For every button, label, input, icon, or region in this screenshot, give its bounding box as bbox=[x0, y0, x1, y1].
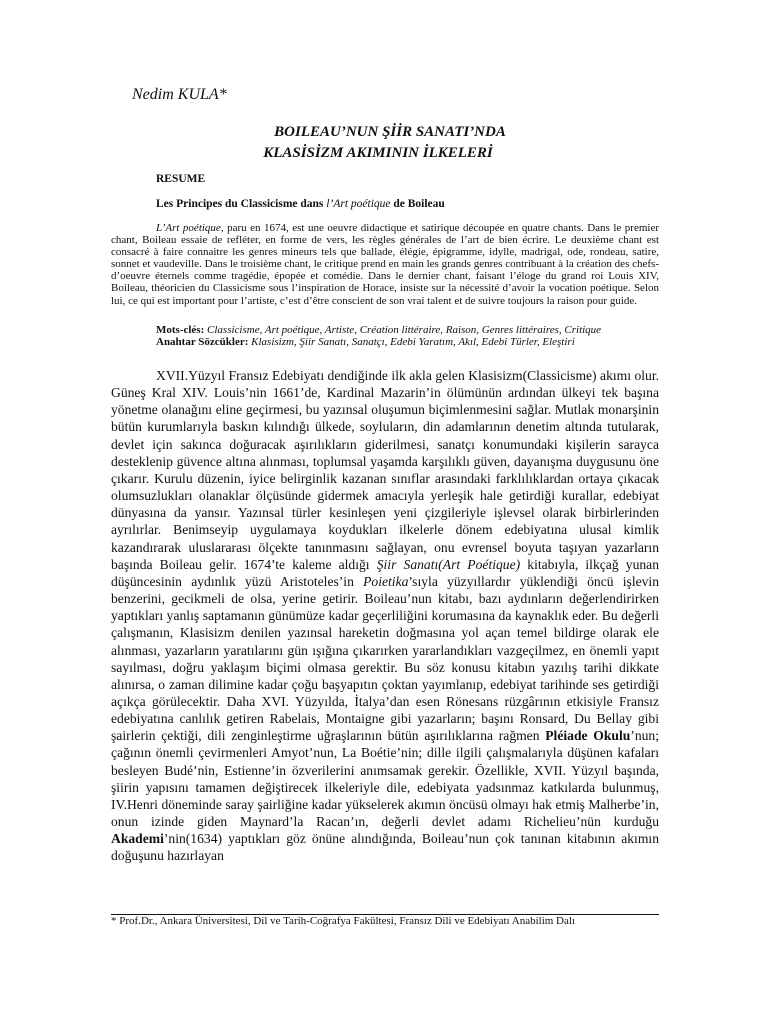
body-text-5: ’nin(1634) yaptıkları göz önüne alındığında, Boileau’nun çok tanınan kitabının akımın doğuşunu hazırlayan bbox=[111, 831, 659, 864]
body-text-2: kitabıyla, ilkçağ yunan düşüncesinin aydınlık yüzü Aristoteles’in bbox=[111, 556, 659, 589]
keywords-french bbox=[156, 324, 601, 336]
body-bold-akademi: Akademi bbox=[111, 831, 164, 847]
body-text-4: ’nun; çağının önemli çevirmenleri Amyot’nun, La Boétie’nin; dille ilgili çalışmalarıyla düşünen kafaları besleyen Budé’nin, Estienne’in özverilerini anımsamak gerekir. Özellikle, XVII. Yüzyıl başında, şiirin yapısını tamamen değiştirecek ilkeleriyle dile, edebiyata yadsınmaz katkılarda bulunmuş, IV.Henri döneminde saray şairliğine kadar yükselerek akımın öncüsü olmayı hak etmiş Malherbe’in, onun izinde giden Maynard’la Racan’ın, değerli devlet adamı Richelieu’nün kurduğu bbox=[111, 728, 659, 830]
title-line-1: BOILEAU’NUN ŞİİR SANATI’NDA bbox=[274, 124, 506, 140]
keywords-french-text: Classicisme, Art poétique, Artiste, Création littéraire, Raison, Genres littéraires, Critique bbox=[204, 324, 602, 336]
body-bold-pleiade: Pléiade Okulu bbox=[545, 728, 631, 744]
resume-subtitle bbox=[156, 198, 445, 210]
title-line-2: KLASİSİZM AKIMININ İLKELERİ bbox=[263, 145, 493, 161]
body-italic-poietika: Poietika bbox=[363, 573, 409, 589]
author-name: Nedim KULA* bbox=[132, 86, 227, 103]
body-italic-siir-sanati: Şiir Sanatı(Art Poétique) bbox=[376, 556, 521, 572]
body-text-1: XVII.Yüzyıl Fransız Edebiyatı dendiğinde ilk akla gelen Klasisizm(Classicisme) akımı olur. Güneş Kral XIV. Louis’nin 1661’de, Kardinal Mazarin’in ölümünün ardından ülkeyi tek başına yönetme olanağını eline geçirmesi, bu yazınsal oluşumun biçimlenmesini sağlar. Mutlak monarşinin bütün kurumlarıyla baskın kılındığı ülkede, soyluların, din adamlarının denetim altında tutularak, devlet için sakınca doğuracak aşırılıkların giderilmesi, sanatçı konumundaki kişilerin sarayca desteklenip güvence altına alınması, toplumsal yaşamda karşılıklı güven, dayanışma duygusunu öne çıkarır. Kurulu düzenin, iyice belirginlik kazanan sınıflar arasındaki farklılıklardan ortaya çıkacak olumsuzlukları olanaklar ölçüsünde gidermek amacıyla yerleşik hale getirdiği kurallar, edebiyat dünyasına da yansır. Yazınsal türler kesinleşen yeni çizgileriyle işlevsel olarak birbirlerinden ayrılırlar. Benimseyip uygulamaya koydukları ilkelerle dönem edebiyatına ulusal kimlik kazandırarak uluslararası ölçekte tanınmasını sağlayan, onu evrensel boyuta taşıyan yazarların başında Boileau gelir. 1674’te kaleme aldığı bbox=[111, 368, 659, 572]
resume-subtitle-pre: Les Principes du Classicisme dans bbox=[156, 198, 327, 210]
body-text-3: ’sıyla yüzyıllardır yüklendiği öncü işlevin benzerini, gecikmeli de olsa, yerine getirir. Boileau’nun kitabı, bazı aydınların değerlendirirken yaptıkları yanlış saptamanın günümüze kadar geçerliliğini korumasına da kaynaklık eder. Bu değerli çalışmanın, Klasisizm denilen yazınsal hareketin doğmasına yol açan temel bildirge olarak ele alınması, yazarların yaratılarını gün ışığına çıkarırken yararlandıkları vazgeçilmez, en önemli yapıt sayılması, doğru yaklaşım biçimi olmasa gerektir. Bu söz konusu kitabın yazılış tarihi dikkate alınırsa, o zaman dilimine kadar çoğu başyapıtın çoktan yayımlanıp, edebiyat tarihinde ses getirdiği açıkça görülecektir. Daha XVI. Yüzyılda, İtalya’dan esen Rönesans rüzgârının etkisiyle Fransız edebiyatına canlılık getiren Rabelais, Montaigne gibi yazarların; başını Ronsard, Du Bellay gibi şairlerin çektiği, dili zenginleştirme uğraşlarının bütün aşırılıklarına rağmen bbox=[111, 573, 659, 744]
resume-subtitle-post: de Boileau bbox=[390, 198, 445, 210]
resume-body-text: , paru en 1674, est une oeuvre didactique et satirique découpée en quatre chants. Dans le premier chant, Boileau essaie de refléter, en forme de vers, les règles générales de l’art de bien écrire. Le deuxième chant est consacré à faire connaitre les genres mineurs tels que ballade, élégie, épigramme, idylle, madrigal, ode, rondeau, satire, sonnet et vaudeville. Dans le troisième chant, le critique prend en main les grands genres contribuant à la création des chefs-d’oeuvre éternels comme tragédie, épopée et comédie. Dans le dernier chant, faisant l’éloge du grand roi Louis XIV, Boileau, théoricien du Classicisme sous l’inspiration de Horace, insiste sur la nécessité d’avoir la vocation poétique. Selon lui, ce qui est important pour l’artiste, c’est d’être conscient de son vrai talent et de suivre toujours la raison pour guide. bbox=[111, 222, 659, 307]
main-body bbox=[111, 367, 659, 865]
keywords-turkish-text: Klasisizm, Şiir Sanatı, Sanatçı, Edebi Yaratım, Akıl, Edebi Türler, Eleştiri bbox=[248, 336, 575, 348]
keywords-turkish-label: Anahtar Sözcükler: bbox=[156, 336, 249, 348]
resume-body-italic: L’Art poétique bbox=[156, 222, 221, 234]
keywords-turkish bbox=[156, 336, 575, 348]
resume-subtitle-italic: l’Art poétique bbox=[326, 198, 391, 210]
resume-heading: RESUME bbox=[156, 173, 206, 185]
resume-abstract bbox=[111, 222, 659, 307]
resume-paragraph bbox=[111, 222, 659, 307]
keywords-french-label: Mots-clés: bbox=[156, 324, 205, 336]
footnote: * Prof.Dr., Ankara Üniversitesi, Dil ve Tarih-Coğrafya Fakültesi, Fransız Dili ve Edebiyatı Anabilim Dalı bbox=[111, 915, 575, 927]
main-paragraph bbox=[111, 367, 659, 865]
